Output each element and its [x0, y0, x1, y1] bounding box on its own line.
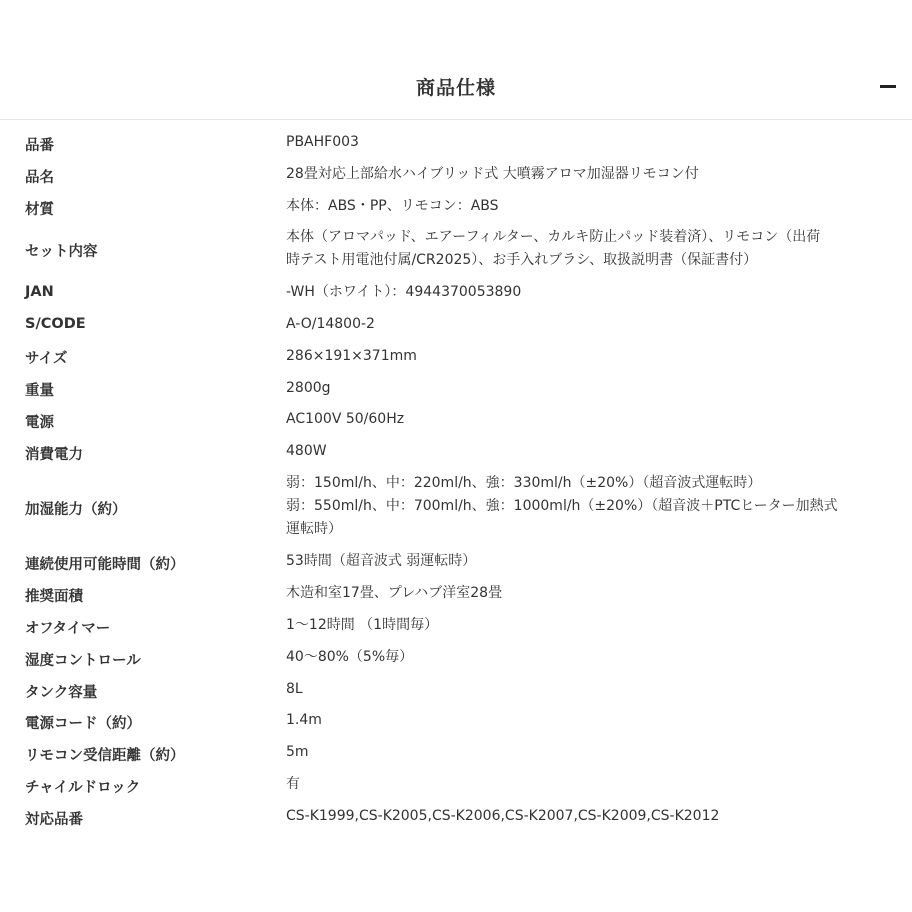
- spec-header: [0, 56, 912, 120]
- spec-label: 対応品番: [25, 812, 83, 828]
- spec-value-line: CS-K1999,CS-K2005,CS-K2006,CS-K2007,CS-K2009,CS-K2012: [286, 808, 720, 824]
- spec-label: 材質: [25, 202, 54, 218]
- spec-label: 連続使用可能時間（約）: [25, 557, 185, 573]
- spec-label: チャイルドロック: [25, 780, 141, 796]
- spec-value-line: 53時間（超音波式 弱運転時）: [286, 553, 477, 569]
- spec-label: S/CODE: [25, 316, 86, 332]
- spec-value: [286, 377, 886, 400]
- spec-value: [286, 741, 886, 764]
- spec-value: [286, 582, 886, 605]
- minus-icon[interactable]: [880, 85, 896, 88]
- spec-value-line: 1～12時間 （1時間毎）: [286, 617, 439, 633]
- spec-value: [286, 345, 886, 368]
- spec-label: 加湿能力（約）: [25, 502, 127, 518]
- spec-value-line: 本体：ABS・PP、リモコン：ABS: [286, 198, 499, 214]
- spec-label: リモコン受信距離（約）: [25, 748, 185, 764]
- spec-value-line: 時テスト用電池付属/CR2025）、お手入れブラシ、取扱説明書（保証書付）: [286, 252, 758, 268]
- spec-value: [286, 472, 886, 541]
- spec-value: [286, 646, 886, 669]
- spec-label: サイズ: [25, 351, 68, 367]
- spec-value: [286, 678, 886, 701]
- spec-value: [286, 408, 886, 431]
- spec-label: タンク容量: [25, 685, 98, 701]
- spec-label: 電源: [25, 415, 54, 431]
- spec-value: [286, 195, 886, 218]
- spec-value: [286, 226, 886, 272]
- spec-value: [286, 313, 886, 336]
- spec-value-line: AC100V 50/60Hz: [286, 411, 405, 427]
- spec-value-line: 弱：550ml/h、中：700ml/h、強：1000ml/h（±20%）（超音波＋PTCヒーター加熱式: [286, 498, 838, 514]
- spec-label: JAN: [25, 284, 54, 300]
- spec-value-line: 8L: [286, 681, 303, 697]
- spec-label: 電源コード（約）: [25, 716, 141, 732]
- spec-value: [286, 550, 886, 573]
- spec-label: 重量: [25, 383, 54, 399]
- spec-value: [286, 709, 886, 732]
- spec-value-line: 本体（アロマパッド、エアーフィルター、カルキ防止パッド装着済）、リモコン（出荷: [286, 229, 821, 245]
- spec-label: オフタイマー: [25, 621, 111, 637]
- spec-value-line: 40～80%（5%毎）: [286, 649, 414, 665]
- spec-value-line: 弱：150ml/h、中：220ml/h、強：330ml/h（±20%）（超音波式運転時）: [286, 475, 762, 491]
- spec-label: 消費電力: [25, 447, 83, 463]
- spec-value-line: 5m: [286, 744, 309, 760]
- spec-value-line: 1.4m: [286, 712, 322, 728]
- spec-value-line: 木造和室17畳、プレハブ洋室28畳: [286, 585, 503, 601]
- spec-value: [286, 281, 886, 304]
- spec-value: [286, 614, 886, 637]
- spec-label: セット内容: [25, 244, 98, 260]
- spec-value: [286, 163, 886, 186]
- spec-value: [286, 805, 886, 828]
- page-title: 商品仕様: [415, 77, 496, 99]
- spec-value-line: 28畳対応上部給水ハイブリッド式 大噴霧アロマ加湿器リモコン付: [286, 166, 699, 182]
- spec-value-line: -WH（ホワイト）：4944370053890: [286, 284, 522, 300]
- spec-value-line: 2800g: [286, 380, 331, 396]
- spec-label: 推奨面積: [25, 589, 83, 605]
- spec-label: 品名: [25, 170, 54, 186]
- spec-value-line: 480W: [286, 443, 327, 459]
- spec-value-line: 運転時）: [286, 521, 342, 537]
- spec-value-line: 286×191×371mm: [286, 348, 417, 364]
- spec-value: [286, 440, 886, 463]
- spec-value-line: 有: [286, 776, 300, 792]
- spec-value-line: PBAHF003: [286, 134, 359, 150]
- spec-label: 品番: [25, 138, 54, 154]
- spec-value: [286, 131, 886, 154]
- spec-value: [286, 773, 886, 796]
- spec-value-line: A-O/14800-2: [286, 316, 375, 332]
- spec-label: 湿度コントロール: [25, 653, 141, 669]
